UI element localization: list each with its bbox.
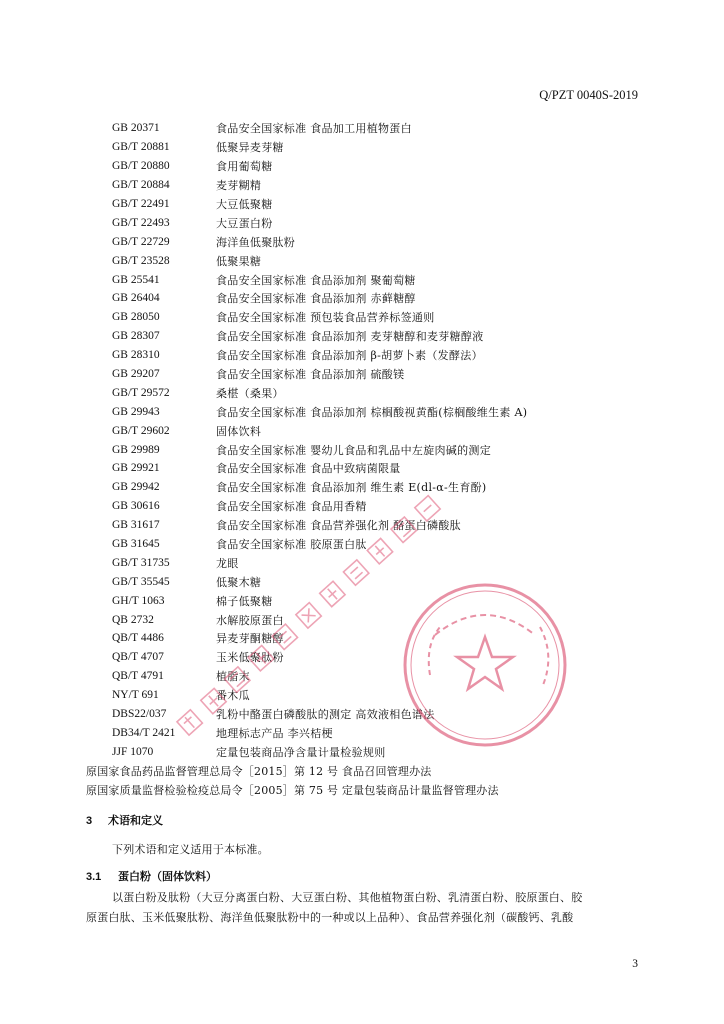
reference-row: [112, 176, 652, 195]
reference-title: 异麦芽酮糖醇: [216, 632, 284, 646]
reference-code: QB 2732: [112, 613, 154, 626]
reference-title: 食品安全国家标准 食品添加剂 麦芽糖醇和麦芽糖醇液: [216, 330, 484, 344]
reference-code: GB 29921: [112, 462, 160, 475]
reference-code: DB34/T 2421: [112, 726, 176, 739]
reference-row: [112, 478, 652, 497]
reference-code: GB 30616: [112, 500, 160, 513]
reference-row: [112, 629, 652, 648]
reference-row: [112, 327, 652, 346]
reference-code: GB/T 20881: [112, 141, 170, 154]
reference-title: 食品安全国家标准 食品加工用植物蛋白: [216, 122, 412, 136]
reference-code: GB 28307: [112, 330, 160, 343]
reference-code: GB 28050: [112, 311, 160, 324]
reference-code: GB 29942: [112, 481, 160, 494]
reference-row: [112, 553, 652, 572]
reference-title: 麦芽糊精: [216, 179, 262, 193]
reference-row: [112, 516, 652, 535]
reference-row: [112, 459, 652, 478]
normative-references-list: [86, 119, 652, 799]
reference-title: 大豆低聚糖: [216, 198, 273, 211]
reference-title: 玉米低聚肽粉: [216, 651, 284, 665]
reference-title: 食品安全国家标准 食品添加剂 维生素 E(dl-α-生育酚): [216, 481, 487, 495]
reference-row: [112, 440, 652, 459]
reference-code: GB 29943: [112, 405, 160, 418]
reference-code: GB/T 20884: [112, 179, 170, 192]
reference-row: [112, 346, 652, 365]
reference-title: 棉子低聚糖: [216, 594, 273, 608]
reference-row: [112, 157, 652, 176]
reference-title: 食用葡萄糖: [216, 160, 273, 174]
reference-code: QB/T 4707: [112, 651, 164, 664]
reference-title: 食品安全国家标准 食品添加剂 聚葡萄糖: [216, 273, 416, 287]
reference-title: 低聚异麦芽糖: [216, 141, 284, 155]
reference-code: GB/T 22493: [112, 216, 170, 229]
reference-title: 桑椹（桑果）: [216, 386, 284, 400]
document-code: Q/PZT 0040S-2019: [539, 88, 638, 102]
reference-row: [112, 383, 652, 402]
section-title: 术语和定义: [108, 814, 163, 827]
section-number: 3: [86, 815, 93, 827]
reference-row: [112, 365, 652, 384]
reference-row: [112, 270, 652, 289]
reference-row: [112, 705, 652, 724]
reference-code: JJF 1070: [112, 745, 154, 758]
reference-code: QB/T 4791: [112, 670, 164, 683]
reference-row: [112, 232, 652, 251]
reference-row: [112, 195, 652, 214]
reference-row: [112, 289, 652, 308]
reference-code: GB/T 35545: [112, 575, 170, 588]
definition-line-2: 原蛋白肽、玉米低聚肽粉、海洋鱼低聚肽粉中的一种或以上品种）、食品营养强化剂（碳酸钙、乳酸: [86, 911, 574, 924]
reference-row: [112, 213, 652, 232]
section-3-intro: 下列术语和定义适用于本标准。: [112, 843, 269, 856]
reference-code: DBS22/037: [112, 708, 167, 721]
subsection-number: 3.1: [86, 871, 102, 883]
definition-line-1: 以蛋白粉及肽粉（大豆分离蛋白粉、大豆蛋白粉、其他植物蛋白粉、乳清蛋白粉、胶原蛋白、胶: [112, 891, 583, 904]
reference-title: 食品安全国家标准 食品添加剂 β-胡萝卜素（发酵法）: [216, 349, 483, 363]
reference-code: NY/T 691: [112, 689, 159, 702]
reference-code: GB 29989: [112, 443, 160, 456]
reference-row: [112, 686, 652, 705]
reference-code: GH/T 1063: [112, 594, 165, 607]
reference-title: 低聚果糖: [216, 254, 262, 268]
reference-title: 定量包装商品净含量计量检验规则: [216, 745, 386, 759]
reference-code: GB/T 29602: [112, 424, 170, 437]
reference-title: 固体饮料: [216, 424, 262, 438]
reference-row: [112, 308, 652, 327]
reference-title: 龙眼: [216, 556, 239, 570]
section-3-heading: [86, 812, 163, 828]
reference-title: 乳粉中酪蛋白磷酸肽的测定 高效液相色谱法: [216, 708, 435, 722]
reference-title: 地理标志产品 李兴桔梗: [216, 726, 333, 740]
section-3-1-heading: [86, 868, 217, 884]
reference-row: [112, 610, 652, 629]
reference-title: 食品安全国家标准 食品用香精: [216, 500, 367, 514]
reference-row: [112, 667, 652, 686]
reference-row: [112, 138, 652, 157]
reference-row: [112, 724, 652, 743]
reference-title: 海洋鱼低聚肽粉: [216, 235, 296, 249]
regulation-reference: 原国家食品药品监督管理总局令［2015］第 12 号 食品召回管理办法: [86, 764, 432, 778]
reference-code: GB 28310: [112, 349, 160, 362]
reference-code: GB 31617: [112, 519, 160, 532]
reference-title: 低聚木糖: [216, 575, 262, 589]
reference-title: 食品安全国家标准 食品中致病菌限量: [216, 462, 401, 476]
reference-title: 食品安全国家标准 食品添加剂 硫酸镁: [216, 368, 405, 382]
reference-code: GB 20371: [112, 122, 160, 135]
regulation-reference: 原国家质量监督检验检疫总局令［2005］第 75 号 定量包装商品计量监督管理办法: [86, 783, 499, 797]
reference-title: 食品安全国家标准 预包装食品营养标签通则: [216, 311, 435, 325]
reference-row: [112, 572, 652, 591]
subsection-title: 蛋白粉（固体饮料）: [118, 870, 217, 883]
reference-title: 食品安全国家标准 食品添加剂 赤藓糖醇: [216, 292, 416, 306]
reference-row: [112, 648, 652, 667]
reference-code: GB 31645: [112, 538, 160, 551]
reference-code: QB/T 4486: [112, 632, 164, 645]
reference-row: [112, 742, 652, 761]
reference-title: 番木瓜: [216, 689, 250, 703]
reference-code: GB/T 29572: [112, 386, 170, 399]
reference-code: GB 29207: [112, 368, 160, 381]
reference-code: GB/T 20880: [112, 160, 170, 173]
reference-row: [112, 119, 652, 138]
reference-row: [112, 251, 652, 270]
reference-code: GB 25541: [112, 273, 160, 286]
reference-code: GB/T 31735: [112, 556, 170, 569]
reference-title: 食品安全国家标准 食品添加剂 棕榈酸视黄酯(棕榈酸维生素 A): [216, 405, 528, 419]
reference-title: 食品安全国家标准 胶原蛋白肽: [216, 538, 367, 552]
reference-row: [112, 591, 652, 610]
reference-title: 食品安全国家标准 食品营养强化剂 酪蛋白磷酸肽: [216, 519, 461, 533]
reference-row: [112, 497, 652, 516]
reference-title: 大豆蛋白粉: [216, 216, 273, 230]
page-number: 3: [632, 958, 638, 970]
reference-row: [112, 535, 652, 554]
reference-code: GB 26404: [112, 292, 160, 305]
reference-code: GB/T 22729: [112, 235, 170, 248]
reference-title: 水解胶原蛋白: [216, 613, 284, 627]
reference-title: 植脂末: [216, 670, 250, 684]
reference-code: GB/T 23528: [112, 254, 170, 267]
reference-title: 食品安全国家标准 婴幼儿食品和乳品中左旋肉碱的测定: [216, 443, 491, 457]
reference-row: [112, 402, 652, 421]
reference-row: [112, 421, 652, 440]
reference-code: GB/T 22491: [112, 198, 170, 210]
